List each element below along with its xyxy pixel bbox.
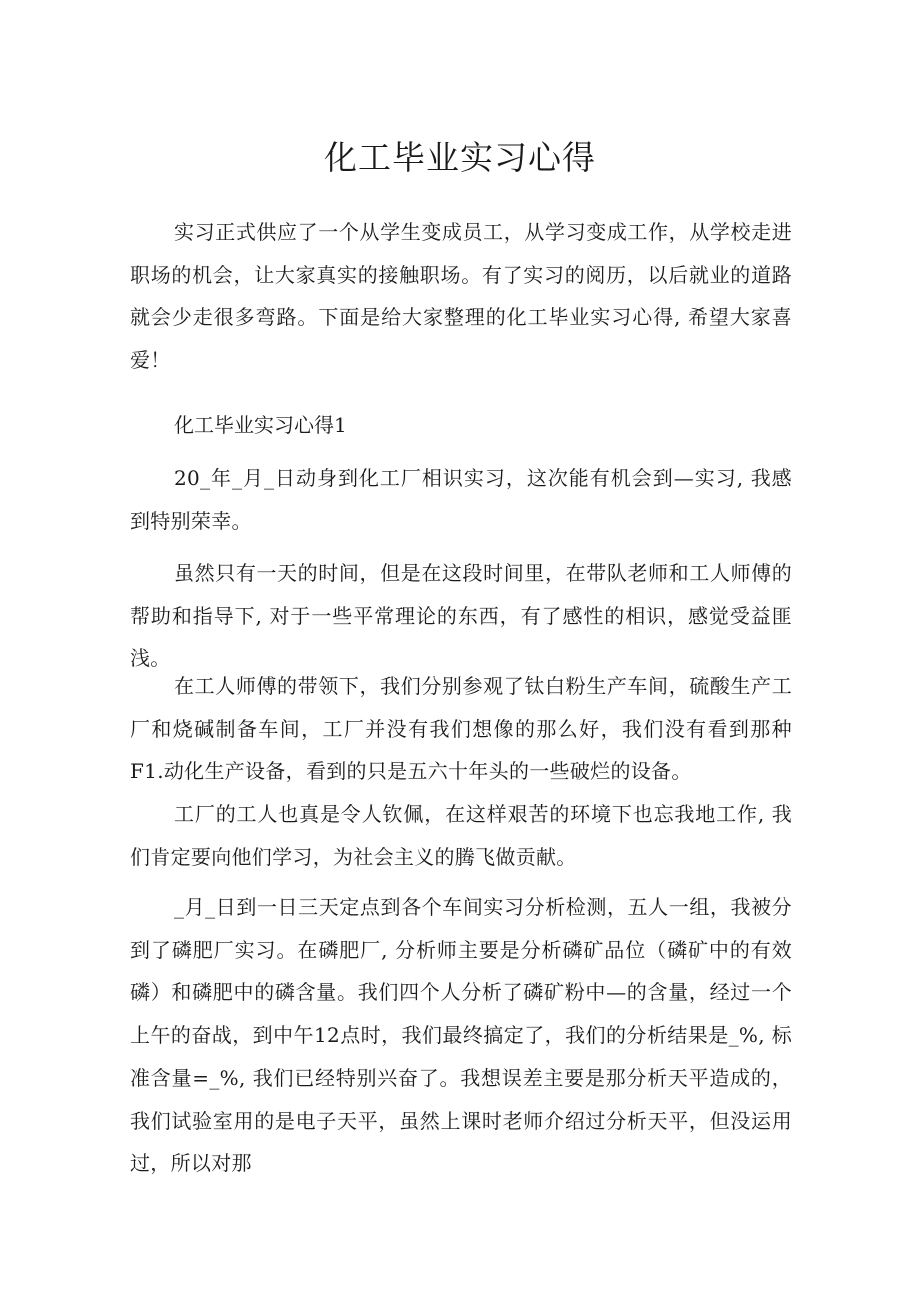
body-paragraph-1: 20_年_月_日动身到化工厂相识实习，这次能有机会到—实习, 我感到特别荣幸。 <box>130 466 792 533</box>
section-heading: 化工毕业实习心得1 <box>174 413 347 437</box>
intro-paragraph: 实习正式供应了一个从学生变成员工，从学习变成工作，从学校走进职场的机会，让大家真实的接触职场。有了实习的阅历，以后就业的道路就会少走很多弯路。下面是给大家整理的化工毕业实习心得, 希望大家喜爱！ <box>130 220 792 373</box>
body-paragraph-5: _月_日到一日三天定点到各个车间实习分析检测，五人一组，我被分到了磷肥厂实习。在磷肥厂, 分析师主要是分析磷矿品位（磷矿中的有效磷）和磷肥中的磷含量。我们四个人分析了磷矿粉中—的含量，经过一个上午的奋战，到中午12点时，我们最终搞定了，我们的分析结果是_%, 标准含量=_%, 我们已经特别兴奋了。我想误差主要是那分析天平造成的，我们试验室用的是电子天平，虽然上课时老师介绍过分析天平，但没运用过，所以对那 <box>130 895 792 1176</box>
body-paragraph-3: 在工人师傅的带领下，我们分别参观了钛白粉生产车间，硫酸生产工厂和烧碱制备车间，工厂并没有我们想像的那么好，我们没有看到那种F1.动化生产设备，看到的只是五六十年头的一些破烂的设备。 <box>130 674 792 784</box>
document-title: 化工毕业实习心得 <box>324 138 596 177</box>
body-paragraph-2: 虽然只有一天的时间，但是在这段时间里，在带队老师和工人师傅的帮助和指导下, 对于一些平常理论的东西，有了感性的相识，感觉受益匪浅。 <box>130 561 792 671</box>
body-paragraph-4: 工厂的工人也真是令人钦佩，在这样艰苦的环境下也忘我地工作, 我们肯定要向他们学习，为社会主义的腾飞做贡献。 <box>130 802 792 869</box>
